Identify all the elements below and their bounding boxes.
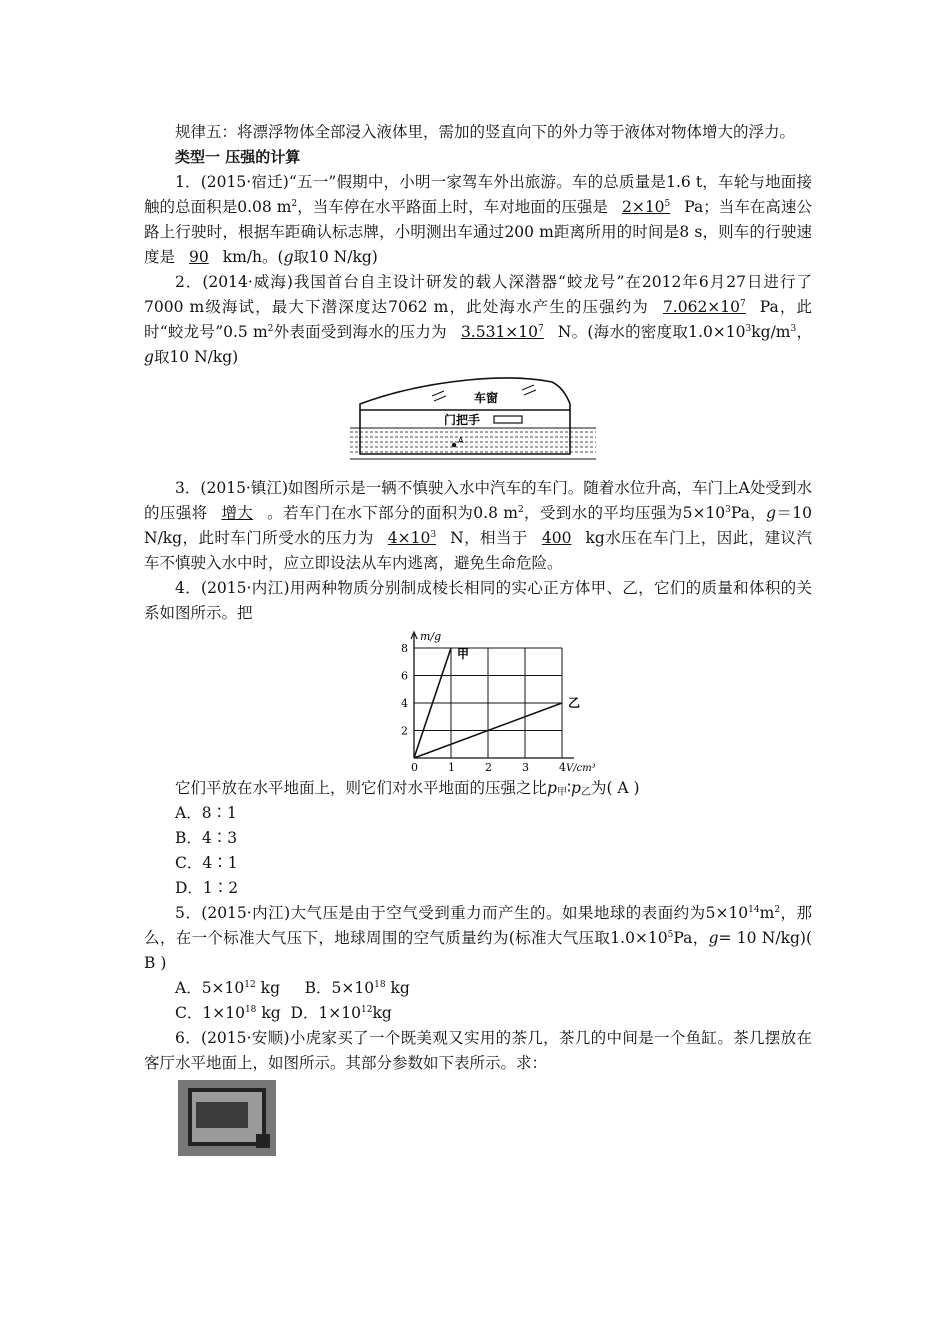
question-5-options-ab: A．$5\times 10^{12}$ kg B．$5\times 10^{18}$ kg bbox=[175, 979, 410, 997]
question-5-options-cd: C．$1\times 10^{18}$ kg D．$1\times 10^{12}kg$ bbox=[175, 1004, 392, 1022]
point-a-label: A bbox=[458, 436, 464, 445]
rule-five: 规律五：将漂浮物体全部浸入液体里，需加的竖直向下的外力等于液体对物体增大的浮力。 bbox=[175, 123, 796, 141]
answer-blank: 90 bbox=[189, 248, 209, 266]
document-body bbox=[144, 120, 812, 1156]
series-label: 甲 bbox=[457, 647, 470, 661]
mass-volume-chart bbox=[378, 628, 596, 776]
x-tick-label: 4 bbox=[559, 761, 566, 774]
question-1: 1．(2015·宿迁)“五一”假期中，小明一家驾车外出旅游。车的总质量是1.6 t，车轮与地面接触的总面积是0.08 $m^2$，当车停在水平路面上时，车对地面的压强是 $2\times 10^5$ Pa；当车在高速公路上行驶时，根据车距确认标志牌，小明测出车通过200 m距离所用的时间是8 s，则车的行驶速度是 90 km/h。(g取10 N/kg) bbox=[144, 173, 812, 266]
door-handle bbox=[494, 416, 522, 423]
y-tick-label: 8 bbox=[401, 642, 408, 655]
section-title: 类型一 压强的计算 bbox=[175, 148, 301, 166]
answer-blank: 增大 bbox=[221, 504, 254, 522]
floor-shadow bbox=[256, 1134, 270, 1148]
y-axis-label: m/g bbox=[420, 630, 442, 643]
window-mark bbox=[522, 385, 534, 390]
x-tick-label: 3 bbox=[522, 761, 529, 774]
window-mark bbox=[524, 390, 536, 395]
answer-blank: $3.531\times 10^7$ bbox=[460, 323, 544, 341]
option-d: D．1∶2 bbox=[175, 879, 239, 897]
handle-label: 门把手 bbox=[444, 413, 481, 427]
point-a bbox=[452, 443, 456, 447]
option-c: C．4∶1 bbox=[175, 854, 238, 872]
question-3: 3．(2015·镇江)如图所示是一辆不慎驶入水中汽车的车门。随着水位升高，车门上A处受到水的压强将 增大 。若车门在水下部分的面积为0.8 $m^2$，受到水的平均压强为$5\times 10^3Pa$，g＝10 N/kg，此时车门所受水的压力为 $4\times 10^3$ N，相当于 400 kg水压在车门上，因此，建议汽车不慎驶入水中时，应立即设法从车内逃离，避免生命危险。 bbox=[144, 479, 812, 572]
question-6: 6．(2015·安顺)小虎家买了一个既美观又实用的茶几，茶几的中间是一个鱼缸。茶几摆放在客厅水平地面上，如图所示。其部分参数如下表所示。求： bbox=[144, 1029, 812, 1072]
answer-blank: $4\times 10^3$ bbox=[387, 529, 437, 547]
tea-table-photo bbox=[178, 1080, 276, 1156]
answer-blank: $2\times 10^5$ bbox=[621, 198, 671, 216]
question-4-continued: 它们平放在水平地面上，则它们对水平地面的压强之比$p_甲∶p_乙$为( A ) bbox=[175, 779, 640, 798]
fish-tank bbox=[196, 1102, 248, 1128]
answer-blank: $7.062\times 10^7$ bbox=[662, 298, 746, 316]
y-tick-label: 2 bbox=[401, 724, 408, 738]
y-tick-label: 4 bbox=[401, 697, 408, 710]
question-2: 2．(2014·威海)我国首台自主设计研发的载人深潜器“蛟龙号”在2012年6月27日进行了7000 m级海试，最大下潜深度达7062 m，此处海水产生的压强约为 $7.062\times 10^7$ Pa，此时“蛟龙号”0.5 $m^2$外表面受到海水的压力为 $3.531\times 10^7$ N。(海水的密度取$1.0\times 10^3kg/m^3$，g取10 N/kg) bbox=[144, 273, 812, 366]
x-tick-label: 1 bbox=[448, 761, 455, 774]
x-tick-label: 0 bbox=[411, 761, 418, 774]
y-tick-label: 6 bbox=[401, 669, 408, 683]
window-mark bbox=[432, 391, 444, 396]
answer-blank: 400 bbox=[541, 529, 572, 547]
car-body-outline bbox=[360, 378, 570, 410]
x-axis-label: V/cm³ bbox=[566, 763, 596, 774]
question-5: 5．(2015·内江)大气压是由于空气受到重力而产生的。如果地球的表面约为$5\times 10^{14}m^2$，那么，在一个标准大气压下，地球周围的空气质量约为(标准大气压取$1.0\times 10^5Pa$，g= 10 N/kg)( B ) bbox=[144, 904, 812, 972]
window-mark bbox=[434, 396, 446, 401]
x-tick-label: 2 bbox=[485, 761, 492, 774]
series-label: 乙 bbox=[568, 696, 581, 710]
option-a: A．8∶1 bbox=[175, 804, 237, 822]
car-door-figure bbox=[348, 374, 608, 466]
window-label: 车窗 bbox=[474, 391, 499, 405]
option-b: B．4∶3 bbox=[175, 829, 238, 847]
question-4: 4．(2015·内江)用两种物质分别制成棱长相同的实心正方体甲、乙，它们的质量和体积的关系如图所示。把 bbox=[144, 579, 812, 622]
